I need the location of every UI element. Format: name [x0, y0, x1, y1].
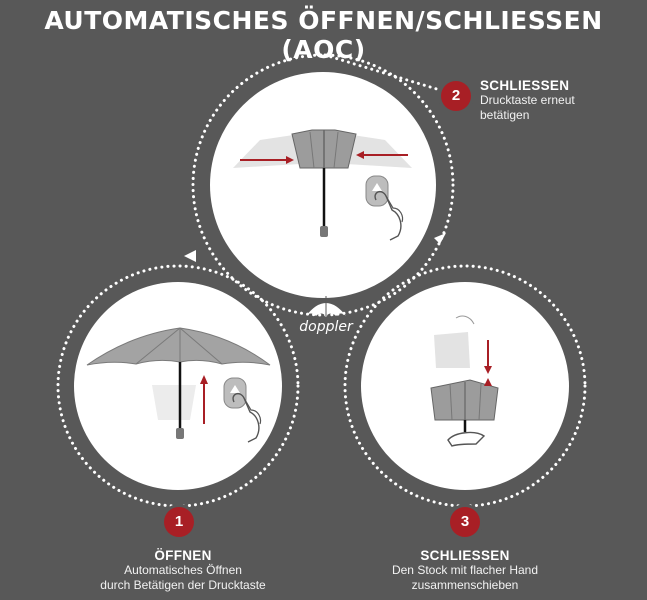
step-3-line-2: zusammenschieben: [411, 578, 519, 592]
step-1-heading: ÖFFNEN: [154, 548, 212, 563]
arrow-left-icon: [184, 250, 196, 262]
step-1-line-2: durch Betätigen der Drucktaste: [100, 578, 266, 592]
brand-logo-text: doppler: [299, 319, 353, 335]
step-3-caption: [360, 548, 570, 593]
arrow-right-icon: [434, 233, 446, 244]
step-1-badge: 1: [164, 507, 194, 537]
step-3-heading: SCHLIESSEN: [420, 548, 510, 563]
page-title: AUTOMATISCHES ÖFFNEN/SCHLIESSEN (AOC): [44, 6, 603, 64]
step-1-caption: [78, 548, 288, 593]
step-2-heading: SCHLIESSEN: [480, 78, 570, 93]
step-3-badge: 3: [450, 507, 480, 537]
step-2-caption: [480, 78, 575, 123]
step-1-line-1: Automatisches Öffnen: [124, 563, 242, 577]
step-2-line-1: Drucktaste erneut: [480, 93, 575, 107]
step-3-line-1: Den Stock mit flacher Hand: [391, 563, 539, 577]
step-2-line-2: betätigen: [480, 108, 530, 122]
step-2-badge: 2: [441, 81, 471, 111]
umbrella-logo-icon: [306, 296, 346, 316]
